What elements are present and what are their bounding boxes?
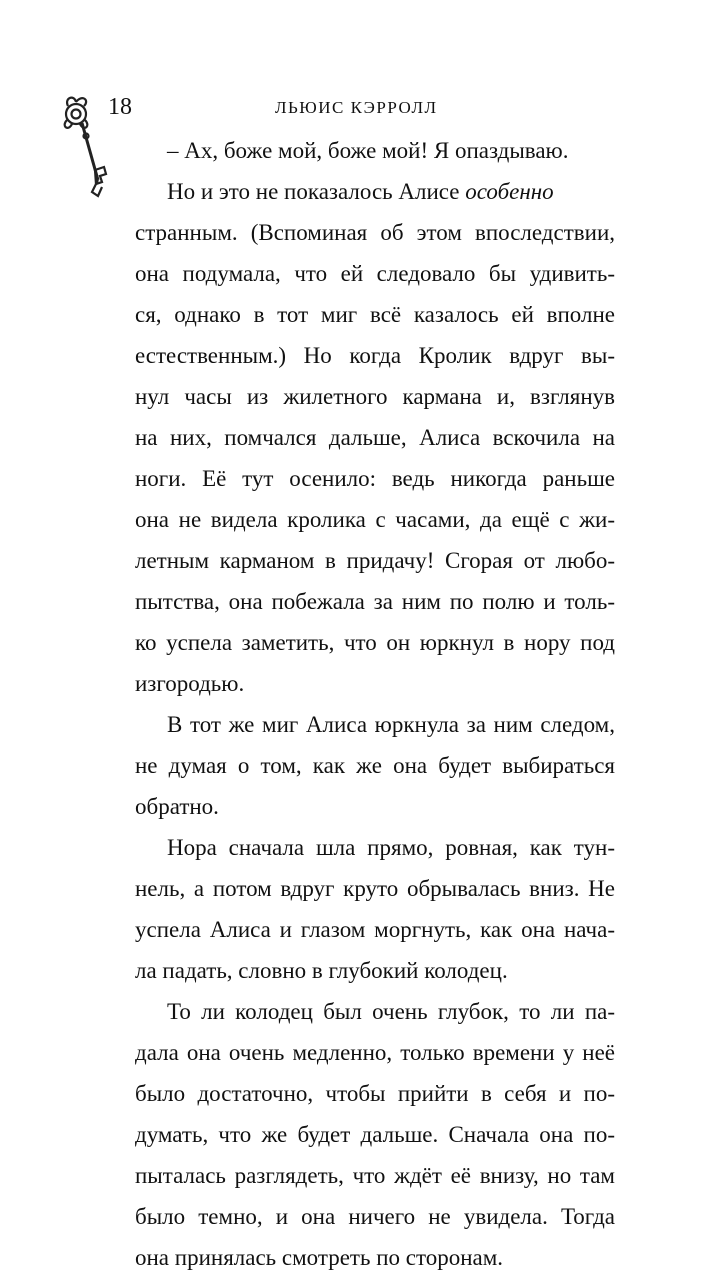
text-line: она принялась смотреть по сторонам. [135,1245,504,1270]
text-line: нул часы из жилетного кармана и, взглянув [135,384,615,409]
text-line: нель, а потом вдруг круто обрывалась вниз. Не [135,876,615,901]
text-line: В тот же миг Алиса юркнула за ним следом, [167,712,615,737]
running-head: ЛЬЮИС КЭРРОЛЛ [275,98,438,117]
emphasis: особенно [465,179,554,204]
text-line: ноги. Её тут осенило: ведь никогда раньше [135,466,615,491]
text-line: на них, помчался дальше, Алиса вскочила на [135,425,615,450]
text-line: ла падать, словно в глубокий колодец. [135,958,508,983]
text-line: пыталась разглядеть, что ждёт её внизу, но там [135,1163,615,1188]
text-line: То ли колодец был очень глубок, то ли па- [167,999,615,1024]
text-line: пытства, она побежала за ним по полю и толь- [135,589,615,614]
text-line: успела Алиса и глазом моргнуть, как она нача- [135,917,615,942]
text-line: она не видела кролика с часами, да ещё с жи- [135,507,615,532]
body-text [135,130,615,1278]
text-line: летным карманом в придачу! Сгорая от любо- [135,548,615,573]
text-line: она подумала, что ей следовало бы удивить- [135,261,615,286]
text-line: – Ах, боже мой, боже мой! Я опаздываю. [167,138,569,163]
text-line: естественным.) Но когда Кролик вдруг вы- [135,343,615,368]
text-line: было темно, и она ничего не увидела. Тогда [135,1204,615,1229]
text-line: не думая о том, как же она будет выбираться [135,753,615,778]
text-line: изгородью. [135,671,245,696]
text-line: странным. (Вспоминая об этом впоследствии, [135,220,615,245]
text-line: дала она очень медленно, только времени у неё [135,1040,615,1065]
text-line: думать, что же будет дальше. Сначала она по- [135,1122,615,1147]
text-line: Нора сначала шла прямо, ровная, как тун- [167,835,615,860]
text-line: Но и это не показалось Алисе особенно [167,179,554,204]
key-icon [62,92,108,202]
text-line: ся, однако в тот миг всё казалось ей вполне [135,302,615,327]
text-line: ко успела заметить, что он юркнул в нору под [135,630,615,655]
page-number: 18 [108,94,132,120]
text-line: обратно. [135,794,219,819]
text-line: было достаточно, чтобы прийти в себя и по- [135,1081,615,1106]
